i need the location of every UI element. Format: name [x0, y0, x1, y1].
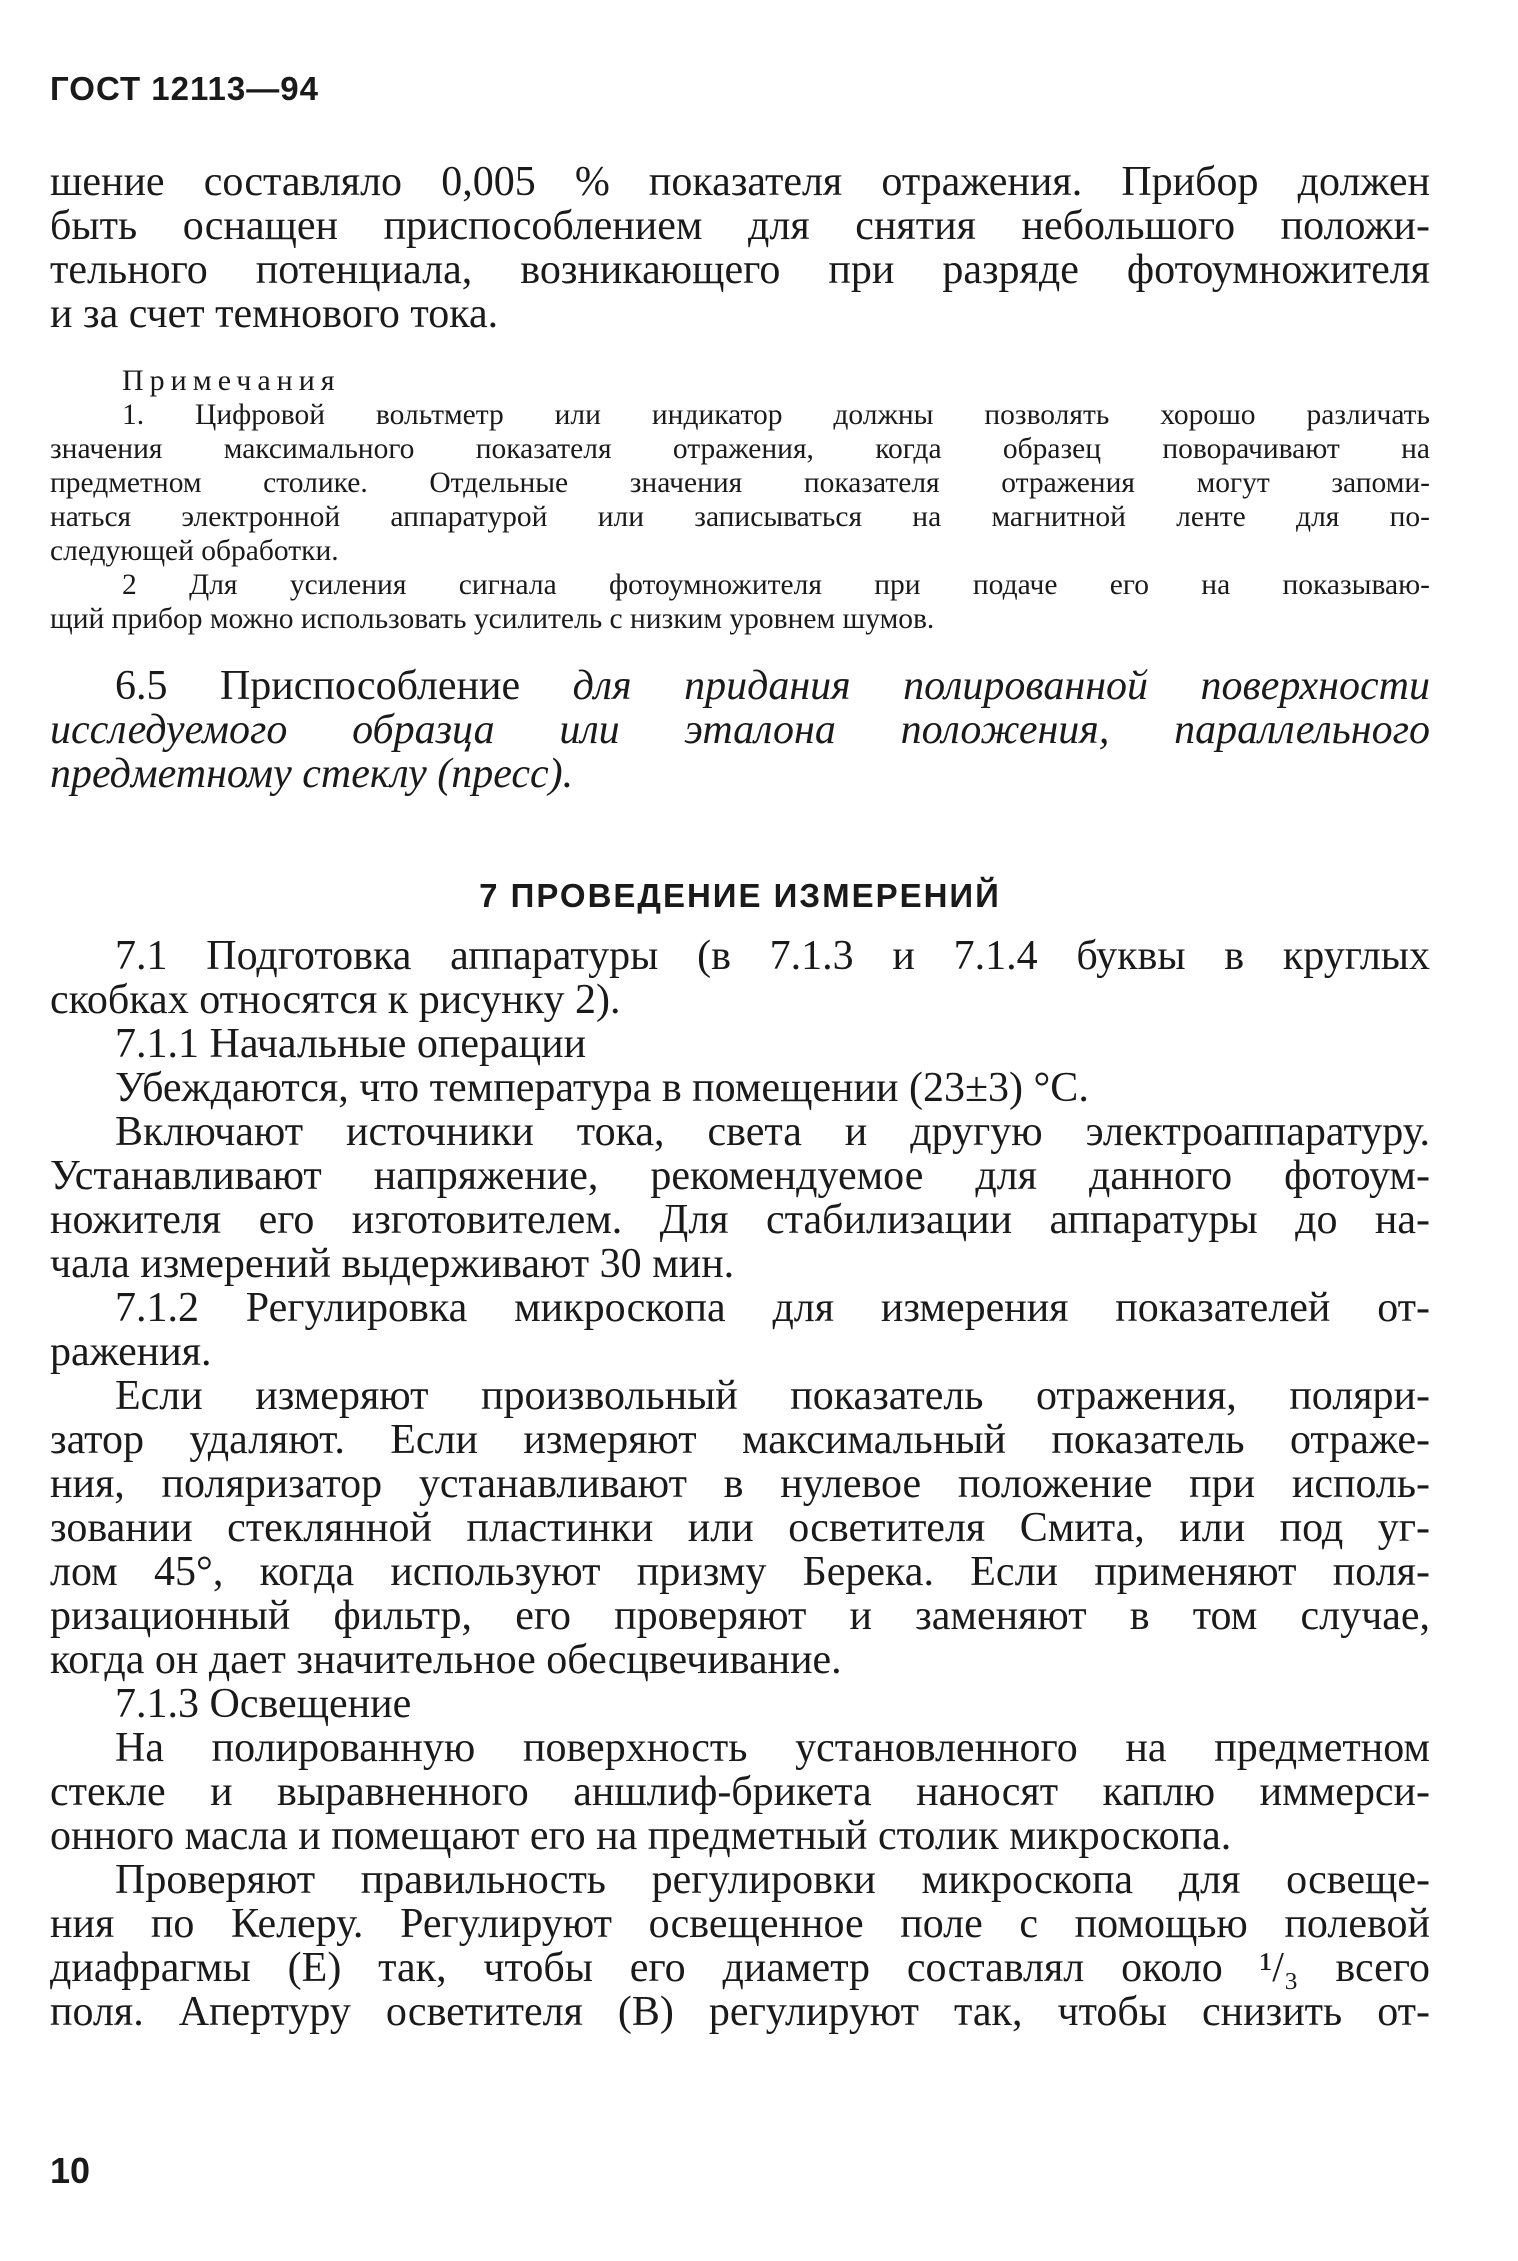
text-line: ножителя его изготовителем. Для стабилизации аппаратуры до на-: [50, 1197, 1430, 1243]
text-line: ния по Келеру. Регулируют освещенное поле с помощью полевой: [50, 1901, 1430, 1947]
page-body: [50, 160, 1430, 2034]
text-line: Устанавливают напряжение, рекомендуемое для данного фотоум-: [50, 1153, 1430, 1199]
text-line: онного масла и помещают его на предметный столик микроскопа.: [50, 1813, 1232, 1859]
text-line: ражения.: [50, 1329, 212, 1375]
page-number: 10: [50, 2150, 91, 2191]
text-line: затор удаляют. Если измеряют максимальный показатель отраже-: [50, 1417, 1430, 1463]
text-line: Если измеряют произвольный показатель отражения, поляри-: [115, 1373, 1430, 1419]
note-line: наться электронной аппаратурой или записываться на магнитной ленте для по-: [50, 501, 1430, 533]
text-line: ния, поляризатор устанавливают в нулевое положение при исполь-: [50, 1461, 1430, 1507]
text-line: и за счет темнового тока.: [50, 291, 499, 337]
note-line: 1. Цифровой вольтметр или индикатор должны позволять хорошо различать: [122, 399, 1430, 431]
text-line: диафрагмы (Е) так, чтобы его диаметр составлял около ¹/₃ всего: [50, 1945, 1430, 1991]
text-line: Проверяют правильность регулировки микроскопа для освеще-: [115, 1857, 1430, 1903]
text-line: скобках относятся к рисунку 2).: [50, 977, 621, 1023]
document-header: ГОСТ 12113—94: [50, 70, 319, 107]
item-6-5: [50, 664, 1430, 796]
text-line: поля. Апертуру осветителя (В) регулируют так, чтобы снизить от-: [50, 1989, 1430, 2035]
subheading: 7.1.1 Начальные операции: [115, 1021, 587, 1067]
text-line: ризационный фильтр, его проверяют и заменяют в том случае,: [50, 1593, 1430, 1639]
text-line: [50, 664, 1430, 708]
text-line: исследуемого образца или эталона положения, параллельного: [50, 707, 1430, 753]
text-line: шение составляло 0,005 % показателя отражения. Прибор должен: [50, 159, 1430, 205]
note-line: значения максимального показателя отражения, когда образец поворачивают на: [50, 433, 1430, 465]
text-line: чала измерений выдерживают 30 мин.: [50, 1241, 735, 1287]
text-line: тельного потенциала, возникающего при разряде фотоумножителя: [50, 247, 1430, 293]
subheading: 7.1.3 Освещение: [115, 1681, 412, 1727]
text-line: Включают источники тока, света и другую электроаппаратуру.: [115, 1109, 1430, 1155]
section-7-body: [50, 934, 1430, 2034]
text-line: Убеждаются, что температура в помещении (23±3) °С.: [115, 1065, 1089, 1111]
paragraph-intro: [50, 160, 1430, 336]
text-line: зовании стеклянной пластинки или осветителя Смита, или под уг-: [50, 1505, 1430, 1551]
text-line: стекле и выравненного аншлиф-брикета наносят каплю иммерси-: [50, 1769, 1430, 1815]
section-heading: 7 ПРОВЕДЕНИЕ ИЗМЕРЕНИЙ: [479, 877, 1001, 914]
note-line: 2 Для усиления сигнала фотоумножителя при подаче его на показываю-: [122, 569, 1430, 601]
item-6-5-italic: для придания полированной поверхности: [572, 663, 1430, 709]
note-line: следующей обработки.: [50, 535, 339, 567]
text-line: На полированную поверхность установленного на предметном: [115, 1725, 1430, 1771]
item-6-5-lead: 6.5 Приспособление: [115, 663, 573, 709]
text-line: быть оснащен приспособлением для снятия небольшого положи-: [50, 203, 1430, 249]
text-line: предметному стеклу (пресс).: [50, 751, 574, 797]
text-line: лом 45°, когда используют призму Берека. Если применяют поля-: [50, 1549, 1430, 1595]
note-line: щий прибор можно использовать усилитель с низким уровнем шумов.: [50, 603, 935, 635]
notes-block: [50, 364, 1430, 636]
text-line: когда он дает значительное обесцвечивание.: [50, 1637, 842, 1683]
notes-title: Примечания: [122, 364, 341, 397]
text-line: 7.1 Подготовка аппаратуры (в 7.1.3 и 7.1.4 буквы в круглых: [115, 933, 1430, 979]
subheading: 7.1.2 Регулировка микроскопа для измерения показателей от-: [115, 1285, 1430, 1331]
note-line: предметном столике. Отдельные значения показателя отражения могут запоми-: [50, 467, 1430, 499]
